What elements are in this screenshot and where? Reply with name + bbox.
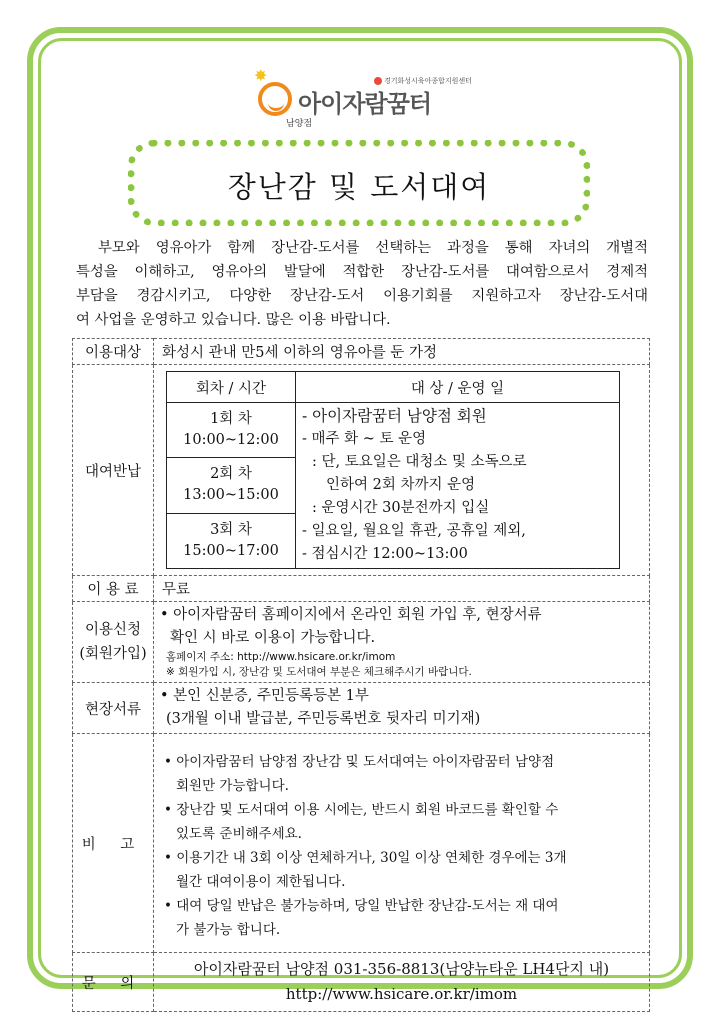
intro-line: 특성을 이해하고, 영유아의 발달에 적합한 장난감-도서를 대여함으로서 경제적	[76, 264, 648, 280]
apply-line: • 아이자람꿈터 홈페이지에서 온라인 회원 가입 후, 현장서류	[160, 607, 542, 623]
logo-center	[374, 76, 472, 86]
value-docs	[154, 683, 650, 734]
slot-time: 10:00~12:00	[183, 432, 279, 449]
row-apply	[73, 602, 650, 683]
row-docs	[73, 683, 650, 734]
ops-line: - 일요일, 월요일 휴관, 공휴일 제외,	[302, 523, 526, 539]
label-apply-1: 이용신청	[84, 622, 142, 638]
label-target: 이용대상	[73, 339, 154, 365]
remark-line: 가 불가능 합니다.	[176, 922, 281, 938]
slot-name: 2회 차	[210, 466, 252, 483]
value-contact	[154, 953, 650, 1012]
value-fee: 무료	[154, 576, 650, 602]
operation-details	[296, 403, 620, 569]
remark-line: • 장난감 및 도서대여 이용 시에는, 반드시 회원 바코드를 확인할 수	[164, 802, 559, 818]
remark-line: 월간 대여이용이 제한됩니다.	[176, 874, 346, 890]
slot-3	[167, 513, 296, 568]
apply-line: 확인 시 바로 이용이 가능합니다.	[170, 630, 376, 646]
signup-note: ※ 회원가입 시, 장난감 및 도서대여 부분은 체크해주시기 바랍니다.	[166, 666, 472, 678]
value-apply	[154, 602, 650, 683]
intro-line: 부담을 경감시키고, 다양한 장난감-도서 이용기회를 지원하고자 장난감-도서대	[76, 288, 648, 304]
slot-name: 1회 차	[210, 411, 252, 428]
remark-line: • 아이자람꿈터 남양점 장난감 및 도서대여는 아이자람꿈터 남양점	[164, 754, 555, 770]
remark-line: 있도록 준비해주세요.	[176, 826, 302, 842]
label-apply-2: (회원가입)	[79, 646, 147, 662]
docs-line: • 본인 신분증, 주민등록등본 1부	[160, 688, 369, 704]
intro-line: 여 사업을 운영하고 있습니다. 많은 이용 바랍니다.	[76, 312, 391, 328]
label-rental: 대여반납	[73, 365, 154, 576]
page-title: 장난감 및 도서대여	[227, 170, 491, 204]
row-rental	[73, 365, 650, 576]
rental-cell	[154, 365, 650, 576]
intro-paragraph	[76, 236, 648, 332]
value-target: 화성시 관내 만5세 이하의 영유아를 둔 가정	[154, 339, 650, 365]
ops-line: - 아이자람꿈터 남양점 회원	[302, 407, 487, 425]
schedule-header-target: 대 상 / 운영 일	[296, 372, 620, 403]
ops-line: - 점심시간 12:00~13:00	[302, 546, 468, 562]
label-docs: 현장서류	[73, 683, 154, 734]
title-box	[128, 140, 590, 226]
remark-line: • 이용기간 내 3회 이상 연체하거나, 30일 이상 연체한 경우에는 3개	[164, 850, 567, 866]
ops-line: 인하여 2회 차까지 운영	[326, 477, 476, 493]
slot-time: 13:00~15:00	[183, 487, 279, 504]
slot-time: 15:00~17:00	[183, 542, 279, 559]
remark-line: 회원만 가능합니다.	[176, 778, 289, 794]
info-table	[72, 338, 650, 1012]
face-icon	[258, 82, 292, 116]
logo-center-text: 경기화성시육아종합지원센터	[384, 77, 472, 85]
row-fee	[73, 576, 650, 602]
slot-2	[167, 458, 296, 513]
docs-line: (3개월 이내 발급분, 주민등록번호 뒷자리 미기재)	[166, 711, 481, 727]
row-remarks	[73, 734, 650, 953]
contact-url[interactable]: http://www.hsicare.or.kr/imom	[285, 985, 518, 1003]
label-remarks: 비 고	[73, 734, 154, 953]
ops-line: - 매주 화 ~ 토 운영	[302, 431, 427, 447]
intro-line: 부모와 영유아가 함께 장난감-도서를 선택하는 과정을 통해 자녀의 개별적	[98, 240, 648, 256]
rental-schedule-table	[166, 371, 620, 569]
row-contact	[73, 953, 650, 1012]
slot-name: 3회 차	[210, 521, 252, 538]
star-icon: ✸	[254, 66, 268, 85]
label-apply	[73, 602, 154, 683]
value-remarks	[154, 734, 650, 953]
logo	[252, 66, 492, 132]
label-contact: 문 의	[73, 953, 154, 1012]
row-target	[73, 339, 650, 365]
ops-line: : 단, 토요일은 대청소 및 소독으로	[312, 454, 527, 470]
ops-line: : 운영시간 30분전까지 입실	[312, 500, 490, 516]
logo-branch: 남양점	[286, 119, 313, 129]
contact-phone: 아이자람꿈터 남양점 031-356-8813(남양뉴타운 LH4단지 내)	[193, 960, 610, 978]
label-fee: 이 용 료	[73, 576, 154, 602]
remark-line: • 대여 당일 반납은 불가능하며, 당일 반납한 장난감-도서는 재 대여	[164, 898, 559, 914]
homepage-note: 홈페이지 주소: http://www.hsicare.or.kr/imom	[166, 651, 396, 663]
schedule-header-slot: 회차 / 시간	[167, 372, 296, 403]
logo-brand: 아이자람꿈터	[298, 90, 432, 118]
center-logo-icon	[374, 77, 382, 85]
slot-1	[167, 403, 296, 458]
